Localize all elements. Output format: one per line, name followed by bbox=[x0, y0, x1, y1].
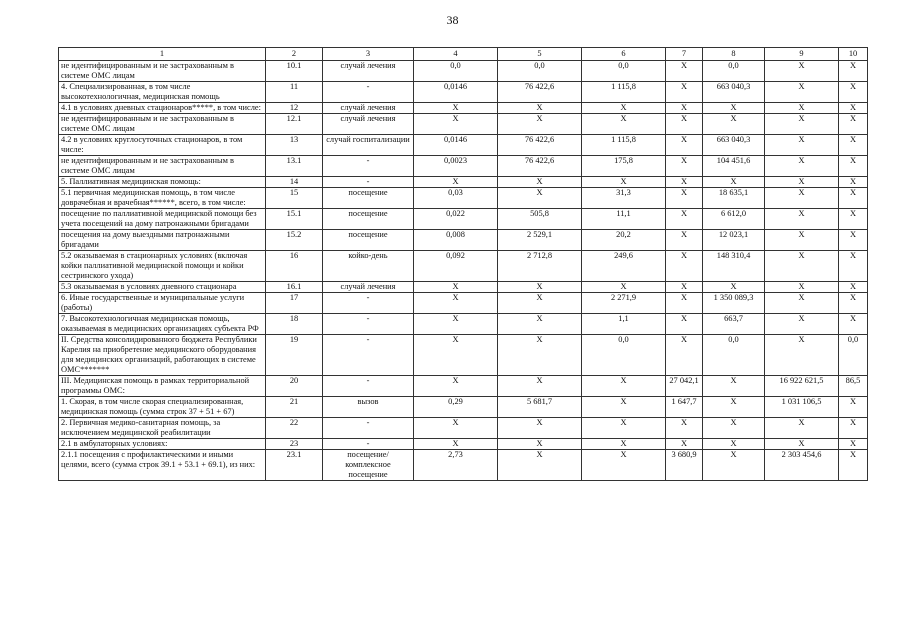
table-cell: 0,0 bbox=[703, 61, 765, 82]
table-cell: X bbox=[582, 376, 666, 397]
table-row bbox=[59, 251, 868, 282]
table-cell: 0,0 bbox=[839, 335, 868, 376]
row-label-cell: 4.1 в условиях дневных стационаров*****, в том числе: bbox=[59, 103, 266, 114]
table-row bbox=[59, 230, 868, 251]
table-cell: X bbox=[839, 82, 868, 103]
table-cell: X bbox=[703, 114, 765, 135]
table-cell: посещение bbox=[323, 188, 414, 209]
page-number: 38 bbox=[446, 13, 459, 27]
table-cell: койко-день bbox=[323, 251, 414, 282]
table-cell: 76 422,6 bbox=[498, 156, 582, 177]
header-cell: 4 bbox=[414, 48, 498, 61]
table-cell: 0,0 bbox=[703, 335, 765, 376]
table-cell: 10.1 bbox=[266, 61, 323, 82]
table-cell: 0,29 bbox=[414, 397, 498, 418]
table-cell: X bbox=[414, 376, 498, 397]
table-cell: X bbox=[414, 114, 498, 135]
table-cell: X bbox=[703, 439, 765, 450]
table-cell: X bbox=[703, 103, 765, 114]
table-row bbox=[59, 450, 868, 481]
header-cell: 9 bbox=[765, 48, 839, 61]
row-label-cell: не идентифицированным и не застрахованным в системе ОМС лицам bbox=[59, 61, 266, 82]
table-cell: X bbox=[582, 114, 666, 135]
table-cell: X bbox=[414, 177, 498, 188]
header-cell: 5 bbox=[498, 48, 582, 61]
table-cell: X bbox=[498, 376, 582, 397]
table-cell: 17 bbox=[266, 293, 323, 314]
table-row bbox=[59, 418, 868, 439]
header-cell: 6 bbox=[582, 48, 666, 61]
table-cell: 2 529,1 bbox=[498, 230, 582, 251]
table-row bbox=[59, 397, 868, 418]
table-cell: 12.1 bbox=[266, 114, 323, 135]
table-cell: 23.1 bbox=[266, 450, 323, 481]
table-cell: 1 647,7 bbox=[666, 397, 703, 418]
table-row bbox=[59, 114, 868, 135]
table-cell: 18 bbox=[266, 314, 323, 335]
table-cell: 505,8 bbox=[498, 209, 582, 230]
table-cell: 663 040,3 bbox=[703, 82, 765, 103]
row-label-cell: 2. Первичная медико-санитарная помощь, за исключением медицинской реабилитации bbox=[59, 418, 266, 439]
table-cell: случай лечения bbox=[323, 114, 414, 135]
table-cell: 11,1 bbox=[582, 209, 666, 230]
table-cell: 0,0 bbox=[582, 61, 666, 82]
table-row bbox=[59, 177, 868, 188]
table-cell: X bbox=[414, 103, 498, 114]
table-cell: X bbox=[839, 61, 868, 82]
table-row bbox=[59, 156, 868, 177]
table-row bbox=[59, 103, 868, 114]
table-cell: 16 bbox=[266, 251, 323, 282]
row-label-cell: 5. Паллиативная медицинская помощь: bbox=[59, 177, 266, 188]
table-cell: 15.1 bbox=[266, 209, 323, 230]
table-cell: X bbox=[765, 439, 839, 450]
table-cell: 0,03 bbox=[414, 188, 498, 209]
table-cell: X bbox=[666, 135, 703, 156]
table-cell: X bbox=[582, 450, 666, 481]
table-cell: 14 bbox=[266, 177, 323, 188]
row-label-cell: 5.2 оказываемая в стационарных условиях (включая койки паллиативной медицинской помощи и койки сестринского ухода) bbox=[59, 251, 266, 282]
table-cell: 0,0 bbox=[498, 61, 582, 82]
table-cell: 19 bbox=[266, 335, 323, 376]
table-cell: X bbox=[498, 439, 582, 450]
table-cell: X bbox=[666, 114, 703, 135]
table-cell: X bbox=[839, 282, 868, 293]
table-row bbox=[59, 293, 868, 314]
table-cell: X bbox=[765, 282, 839, 293]
table-cell: X bbox=[765, 61, 839, 82]
table-cell: X bbox=[582, 439, 666, 450]
header-cell: 10 bbox=[839, 48, 868, 61]
table-cell: 16.1 bbox=[266, 282, 323, 293]
table-cell: X bbox=[703, 282, 765, 293]
table-cell: X bbox=[498, 103, 582, 114]
table-cell: X bbox=[839, 450, 868, 481]
table-row bbox=[59, 376, 868, 397]
table-cell: X bbox=[666, 251, 703, 282]
table-cell: X bbox=[498, 282, 582, 293]
table-cell: X bbox=[839, 439, 868, 450]
row-label-cell: III. Медицинская помощь в рамках территориальной программы ОМС: bbox=[59, 376, 266, 397]
table-cell: X bbox=[765, 177, 839, 188]
table-cell: 249,6 bbox=[582, 251, 666, 282]
table-cell: X bbox=[765, 251, 839, 282]
table-cell: X bbox=[765, 82, 839, 103]
table-cell: X bbox=[666, 335, 703, 376]
table-cell: 2 303 454,6 bbox=[765, 450, 839, 481]
table-row bbox=[59, 61, 868, 82]
table-cell: 27 042,1 bbox=[666, 376, 703, 397]
table-cell: 0,022 bbox=[414, 209, 498, 230]
table-cell: X bbox=[765, 135, 839, 156]
table-cell: X bbox=[414, 439, 498, 450]
table-cell: X bbox=[666, 103, 703, 114]
row-label-cell: не идентифицированным и не застрахованным в системе ОМС лицам bbox=[59, 114, 266, 135]
table-cell: X bbox=[765, 293, 839, 314]
table-header-row bbox=[59, 48, 868, 61]
table-cell: посещение bbox=[323, 230, 414, 251]
table-cell: X bbox=[765, 114, 839, 135]
table-cell: 11 bbox=[266, 82, 323, 103]
table-row bbox=[59, 209, 868, 230]
table-cell: 0,0023 bbox=[414, 156, 498, 177]
table-cell: вызов bbox=[323, 397, 414, 418]
table-cell: X bbox=[703, 177, 765, 188]
table-cell: - bbox=[323, 177, 414, 188]
table-cell: X bbox=[498, 418, 582, 439]
table-cell: 0,0146 bbox=[414, 82, 498, 103]
table-cell: X bbox=[703, 450, 765, 481]
table-cell: X bbox=[839, 397, 868, 418]
table-cell: 22 bbox=[266, 418, 323, 439]
table-cell: 16 922 621,5 bbox=[765, 376, 839, 397]
table-cell: X bbox=[839, 209, 868, 230]
table-cell: 2,73 bbox=[414, 450, 498, 481]
row-label-cell: 1. Скорая, в том числе скорая специализированная, медицинская помощь (сумма строк 37 + 51 + 67) bbox=[59, 397, 266, 418]
table-cell: X bbox=[666, 82, 703, 103]
header-cell: 7 bbox=[666, 48, 703, 61]
table-cell: X bbox=[498, 314, 582, 335]
table-cell: X bbox=[666, 188, 703, 209]
table-cell: X bbox=[839, 230, 868, 251]
table-cell: 23 bbox=[266, 439, 323, 450]
table-cell: X bbox=[666, 61, 703, 82]
header-cell: 8 bbox=[703, 48, 765, 61]
table-cell: X bbox=[666, 177, 703, 188]
table-cell: X bbox=[666, 282, 703, 293]
row-label-cell: 5.1 первичная медицинская помощь, в том числе доврачебная и врачебная******, всего, в том числе: bbox=[59, 188, 266, 209]
row-label-cell: 7. Высокотехнологичная медицинская помощь, оказываемая в медицинских организациях субъекта РФ bbox=[59, 314, 266, 335]
table-cell: 86,5 bbox=[839, 376, 868, 397]
table-cell: 76 422,6 bbox=[498, 135, 582, 156]
table-cell: 18 635,1 bbox=[703, 188, 765, 209]
table-cell: 13.1 bbox=[266, 156, 323, 177]
table-cell: 20 bbox=[266, 376, 323, 397]
table-cell: 12 023,1 bbox=[703, 230, 765, 251]
table-cell: X bbox=[414, 314, 498, 335]
table-cell: X bbox=[839, 156, 868, 177]
table-row bbox=[59, 135, 868, 156]
table-cell: X bbox=[839, 135, 868, 156]
table-cell: X bbox=[666, 439, 703, 450]
table-cell: 1 031 106,5 bbox=[765, 397, 839, 418]
table-cell: 5 681,7 bbox=[498, 397, 582, 418]
table-cell: 76 422,6 bbox=[498, 82, 582, 103]
table-cell: X bbox=[498, 450, 582, 481]
table-cell: X bbox=[666, 418, 703, 439]
table-cell: 1 115,8 bbox=[582, 135, 666, 156]
table-cell: X bbox=[414, 335, 498, 376]
row-label-cell: 2.1 в амбулаторных условиях: bbox=[59, 439, 266, 450]
table-cell: X bbox=[582, 282, 666, 293]
table-row bbox=[59, 282, 868, 293]
table-cell: X bbox=[839, 293, 868, 314]
table-cell: X bbox=[839, 103, 868, 114]
table-cell: X bbox=[839, 114, 868, 135]
table-cell: X bbox=[765, 314, 839, 335]
table-cell: X bbox=[582, 397, 666, 418]
row-label-cell: 5.3 оказываемая в условиях дневного стационара bbox=[59, 282, 266, 293]
table-cell: 0,008 bbox=[414, 230, 498, 251]
table-cell: 0,092 bbox=[414, 251, 498, 282]
table-cell: 0,0 bbox=[414, 61, 498, 82]
table-cell: X bbox=[666, 156, 703, 177]
table-row bbox=[59, 314, 868, 335]
table-cell: 148 310,4 bbox=[703, 251, 765, 282]
table-cell: - bbox=[323, 82, 414, 103]
data-table bbox=[58, 47, 868, 481]
table-cell: X bbox=[703, 418, 765, 439]
table-row bbox=[59, 188, 868, 209]
table-cell: X bbox=[703, 397, 765, 418]
table-cell: X bbox=[666, 293, 703, 314]
table-cell: X bbox=[839, 188, 868, 209]
table-cell: 663,7 bbox=[703, 314, 765, 335]
table-cell: X bbox=[498, 335, 582, 376]
table-cell: 104 451,6 bbox=[703, 156, 765, 177]
table-row bbox=[59, 82, 868, 103]
table-row bbox=[59, 439, 868, 450]
table-cell: 2 712,8 bbox=[498, 251, 582, 282]
table-cell: X bbox=[414, 418, 498, 439]
table-cell: X bbox=[765, 188, 839, 209]
table-cell: X bbox=[666, 230, 703, 251]
table-cell: 3 680,9 bbox=[666, 450, 703, 481]
table-cell: X bbox=[703, 376, 765, 397]
row-label-cell: 4.2 в условиях круглосуточных стационаров, в том числе: bbox=[59, 135, 266, 156]
table-cell: 2 271,9 bbox=[582, 293, 666, 314]
table-cell: X bbox=[498, 188, 582, 209]
table-cell: - bbox=[323, 156, 414, 177]
table-cell: X bbox=[582, 418, 666, 439]
row-label-cell: 6. Иные государственные и муниципальные услуги (работы) bbox=[59, 293, 266, 314]
table-cell: X bbox=[582, 177, 666, 188]
table-cell: X bbox=[765, 209, 839, 230]
table-cell: X bbox=[666, 314, 703, 335]
table-cell: - bbox=[323, 376, 414, 397]
table-cell: 663 040,3 bbox=[703, 135, 765, 156]
table-cell: X bbox=[839, 177, 868, 188]
table-cell: случай лечения bbox=[323, 61, 414, 82]
row-label-cell: II. Средства консолидированного бюджета Республики Карелия на приобретение медицинского оборудования для медицинских организаций, работающих в системе ОМС******* bbox=[59, 335, 266, 376]
row-label-cell: 2.1.1 посещения с профилактическими и иными целями, всего (сумма строк 39.1 + 53.1 + 69.1), из них: bbox=[59, 450, 266, 481]
table-cell: - bbox=[323, 314, 414, 335]
table-cell: X bbox=[839, 314, 868, 335]
row-label-cell: 4. Специализированная, в том числе высокотехнологичная, медицинская помощь bbox=[59, 82, 266, 103]
table-cell: X bbox=[765, 335, 839, 376]
table-cell: посещение/ комплексное посещение bbox=[323, 450, 414, 481]
table-cell: 6 612,0 bbox=[703, 209, 765, 230]
table-cell: X bbox=[765, 418, 839, 439]
table-cell: X bbox=[666, 209, 703, 230]
table-cell: X bbox=[839, 251, 868, 282]
table-cell: X bbox=[765, 156, 839, 177]
table-cell: - bbox=[323, 439, 414, 450]
table-cell: X bbox=[582, 103, 666, 114]
row-label-cell: не идентифицированным и не застрахованным в системе ОМС лицам bbox=[59, 156, 266, 177]
table-cell: - bbox=[323, 293, 414, 314]
header-cell: 2 bbox=[266, 48, 323, 61]
table-cell: X bbox=[839, 418, 868, 439]
table-cell: посещение bbox=[323, 209, 414, 230]
table-cell: случай госпитализации bbox=[323, 135, 414, 156]
table-cell: 0,0 bbox=[582, 335, 666, 376]
table-cell: 13 bbox=[266, 135, 323, 156]
table-cell: X bbox=[498, 177, 582, 188]
table-cell: X bbox=[765, 103, 839, 114]
table-cell: 21 bbox=[266, 397, 323, 418]
table-cell: 1 350 089,3 bbox=[703, 293, 765, 314]
table-cell: X bbox=[414, 282, 498, 293]
table-cell: - bbox=[323, 418, 414, 439]
table-cell: 15 bbox=[266, 188, 323, 209]
table-cell: X bbox=[498, 114, 582, 135]
table-cell: X bbox=[765, 230, 839, 251]
table-cell: случай лечения bbox=[323, 282, 414, 293]
table-row bbox=[59, 335, 868, 376]
table-cell: X bbox=[414, 293, 498, 314]
row-label-cell: посещение по паллиативной медицинской помощи без учета посещений на дому патронажными бригадами bbox=[59, 209, 266, 230]
table-cell: 175,8 bbox=[582, 156, 666, 177]
table-cell: 31,3 bbox=[582, 188, 666, 209]
header-cell: 3 bbox=[323, 48, 414, 61]
table-cell: - bbox=[323, 335, 414, 376]
table-cell: 1 115,8 bbox=[582, 82, 666, 103]
row-label-cell: посещения на дому выездными патронажными бригадами bbox=[59, 230, 266, 251]
header-cell: 1 bbox=[59, 48, 266, 61]
table-cell: 20,2 bbox=[582, 230, 666, 251]
table-cell: 15.2 bbox=[266, 230, 323, 251]
table-cell: X bbox=[498, 293, 582, 314]
table-cell: 12 bbox=[266, 103, 323, 114]
table-cell: 1,1 bbox=[582, 314, 666, 335]
table-cell: случай лечения bbox=[323, 103, 414, 114]
table-cell: 0,0146 bbox=[414, 135, 498, 156]
